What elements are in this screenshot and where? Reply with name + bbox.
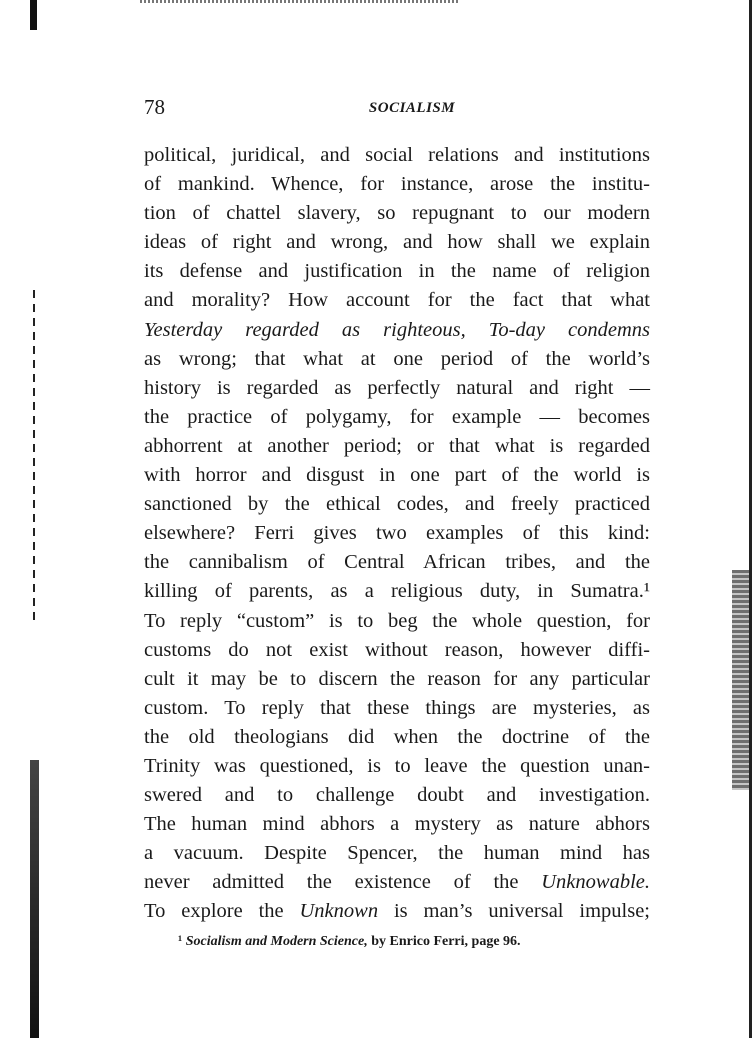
footnote-rest: by Enrico Ferri, page 96. [367,934,521,949]
body-line: Trinity was questioned, is to leave the question unan- [144,754,650,777]
body-line: a vacuum. Despite Spencer, the human mind has [144,842,650,865]
body-line: political, juridical, and social relations and institutions [144,144,650,166]
body-line: swered and to challenge doubt and investigation. [144,784,650,807]
body-line: The human mind abhors a mystery as nature abhors [144,813,650,836]
footnote [178,934,648,950]
scan-artifact-right-edge [749,0,752,1038]
scan-artifact-top [140,0,460,3]
body-line: the cannibalism of Central African tribes, and the [144,551,650,574]
page-header [144,95,650,125]
body-line: elsewhere? Ferri gives two examples of this kind: [144,522,650,545]
scan-artifact-left-mid [33,290,35,620]
body-line: To reply “custom” is to beg the whole question, for [144,609,650,632]
body-line: never admitted the existence of the Unknowable. [144,871,650,894]
body-line: cult it may be to discern the reason for any particular [144,667,650,690]
body-text [144,141,650,927]
body-line: killing of parents, as a religious duty, in Sumatra.¹ [144,580,650,603]
body-line: and morality? How account for the fact that what [144,289,650,312]
body-line: abhorrent at another period; or that what is regarded [144,434,650,457]
body-line: history is regarded as perfectly natural and right — [144,376,650,399]
footnote-title: Socialism and Modern Science, [185,934,368,949]
body-line: customs do not exist without reason, however diffi- [144,638,650,661]
running-head: SOCIALISM [368,100,456,116]
footnote-marker: ¹ [178,934,183,949]
body-line: the practice of polygamy, for example — becomes [144,405,650,428]
body-line: its defense and justification in the name of religion [144,260,650,283]
body-line: custom. To reply that these things are mysteries, as [144,696,650,719]
page-number: 78 [144,95,165,119]
body-line: To explore the Unknown is man’s universal impulse; [144,900,650,923]
body-line: as wrong; that what at one period of the world’s [144,347,650,370]
body-line: of mankind. Whence, for instance, arose the institu- [144,173,650,196]
body-line: tion of chattel slavery, so repugnant to our modern [144,202,650,225]
body-line: ideas of right and wrong, and how shall we explain [144,231,650,254]
body-line: with horror and disgust in one part of the world is [144,464,650,487]
body-line: the old theologians did when the doctrine of the [144,725,650,748]
body-line: sanctioned by the ethical codes, and freely practiced [144,493,650,516]
scan-artifact-left-bottom [30,760,39,1038]
body-line: Yesterday regarded as righteous, To-day condemns [144,318,651,341]
scan-artifact-left-top [30,0,37,30]
